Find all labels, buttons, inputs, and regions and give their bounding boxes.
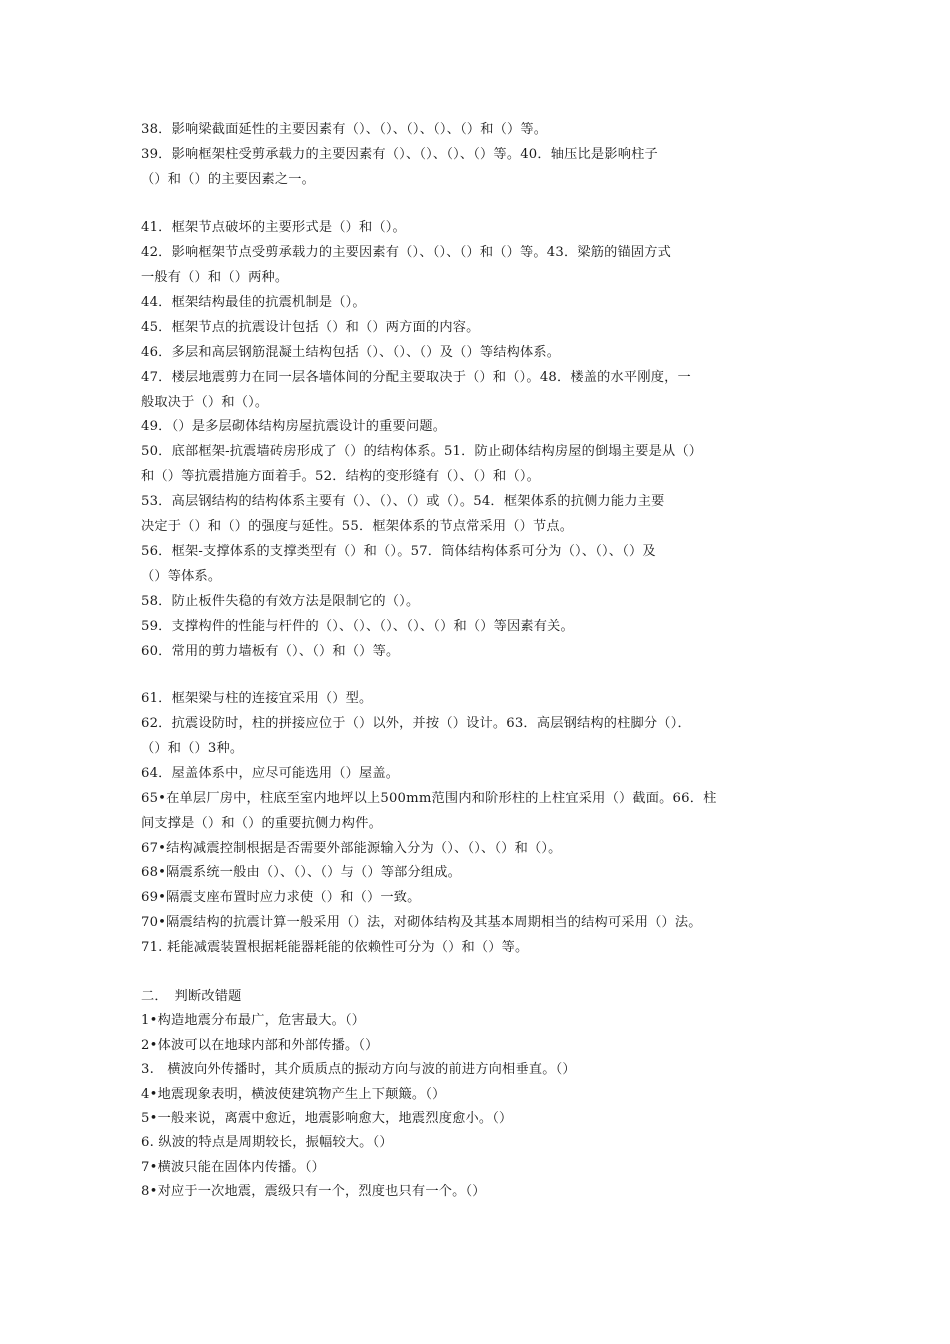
- section-heading: 二． 判断改错题: [141, 989, 242, 1004]
- question-41: 41．框架节点破坏的主要形式是（）和（）。: [141, 220, 406, 235]
- question-62-63: 62．抗震设防时，柱的拼接应位于（）以外，并按（）设计。63．高层钢结构的柱脚分（）．: [141, 716, 691, 731]
- question-44: 44．框架结构最佳的抗震机制是（）。: [141, 295, 366, 310]
- question-54-55: 决定于（）和（）的强度与延性。55．框架体系的节点常采用（）节点。: [141, 519, 574, 534]
- judgment-4: 4•地震现象表明，横波使建筑物产生上下颠簸。（）: [141, 1087, 446, 1102]
- question-58: 58．防止板件失稳的有效方法是限制它的（）。: [141, 594, 420, 609]
- question-61: 61．框架梁与柱的连接宜采用（）型。: [141, 691, 373, 706]
- question-60: 60．常用的剪力墙板有（）、（）和（）等。: [141, 644, 400, 659]
- question-67: 67•结构减震控制根据是否需要外部能源输入分为（）、（）、（）和（）。: [141, 841, 562, 856]
- question-71: 71. 耗能减震装置根据耗能器耗能的依赖性可分为（）和（）等。: [141, 940, 529, 955]
- question-63-cont: （）和（）3种。: [141, 741, 244, 756]
- judgment-8: 8•对应于一次地震，震级只有一个，烈度也只有一个。（）: [141, 1184, 486, 1199]
- question-38: 38．影响梁截面延性的主要因素有（）、（）、（）、（）、（）和（）等。: [141, 122, 548, 137]
- question-64: 64．屋盖体系中，应尽可能选用（）屋盖。: [141, 766, 400, 781]
- question-65-66: 65•在单层厂房中，柱底至室内地坪以上500mm范围内和阶形柱的上柱宜采用（）截面。66．柱: [141, 791, 717, 806]
- judgment-7: 7•横波只能在固体内传播。（）: [141, 1160, 326, 1175]
- judgment-6: 6. 纵波的特点是周期较长，振幅较大。（）: [141, 1135, 393, 1150]
- question-49: 49．（）是多层砌体结构房屋抗震设计的重要问题。: [141, 419, 447, 434]
- judgment-1: 1•构造地震分布最广，危害最大。（）: [141, 1013, 366, 1028]
- question-39-40: 39．影响框架柱受剪承载力的主要因素有（）、（）、（）、（）等。40．轴压比是影响柱子: [141, 147, 658, 162]
- question-51-52: 和（）等抗震措施方面着手。52．结构的变形缝有（）、（）和（）。: [141, 469, 541, 484]
- question-53-54: 53．高层钢结构的结构体系主要有（）、（）、（）或（）。54．框架体系的抗侧力能力主要: [141, 494, 665, 509]
- question-70: 70•隔震结构的抗震计算一般采用（）法，对砌体结构及其基本周期相当的结构可采用（）法。: [141, 915, 702, 930]
- question-47-48: 47．楼层地震剪力在同一层各墙体间的分配主要取决于（）和（）。48．楼盖的水平刚度，一: [141, 370, 691, 385]
- question-46: 46．多层和高层钢筋混凝土结构包括（）、（）、（）及（）等结构体系。: [141, 345, 561, 360]
- question-66-cont: 间支撑是（）和（）的重要抗侧力构件。: [141, 816, 382, 831]
- question-57-cont: （）等体系。: [141, 569, 222, 584]
- question-50-51: 50．底部框架-抗震墙砖房形成了（）的结构体系。51．防止砌体结构房屋的倒塌主要是从（）: [141, 444, 703, 459]
- question-59: 59．支撑构件的性能与杆件的（）、（）、（）、（）、（）和（）等因素有关。: [141, 619, 574, 634]
- question-68: 68•隔震系统一般由（）、（）、（）与（）等部分组成。: [141, 865, 462, 880]
- question-45: 45．框架节点的抗震设计包括（）和（）两方面的内容。: [141, 320, 480, 335]
- question-48-cont: 般取决于（）和（）。: [141, 395, 269, 410]
- question-42-43: 42．影响框架节点受剪承载力的主要因素有（）、（）、（）和（）等。43．梁筋的锚固方式: [141, 245, 672, 260]
- judgment-2: 2•体波可以在地球内部和外部传播。（）: [141, 1038, 379, 1053]
- question-43-cont: 一般有（）和（）两种。: [141, 270, 289, 285]
- question-56-57: 56．框架-支撑体系的支撑类型有（）和（）。57．筒体结构体系可分为（）、（）、（）及: [141, 544, 656, 559]
- question-69: 69•隔震支座布置时应力求使（）和（）一致。: [141, 890, 421, 905]
- question-40-cont: （）和（）的主要因素之一。: [141, 172, 316, 187]
- judgment-3: 3. 横波向外传播时，其介质质点的振动方向与波的前进方向相垂直。（）: [141, 1062, 576, 1077]
- judgment-5: 5•一般来说，离震中愈近，地震影响愈大，地震烈度愈小。（）: [141, 1111, 513, 1126]
